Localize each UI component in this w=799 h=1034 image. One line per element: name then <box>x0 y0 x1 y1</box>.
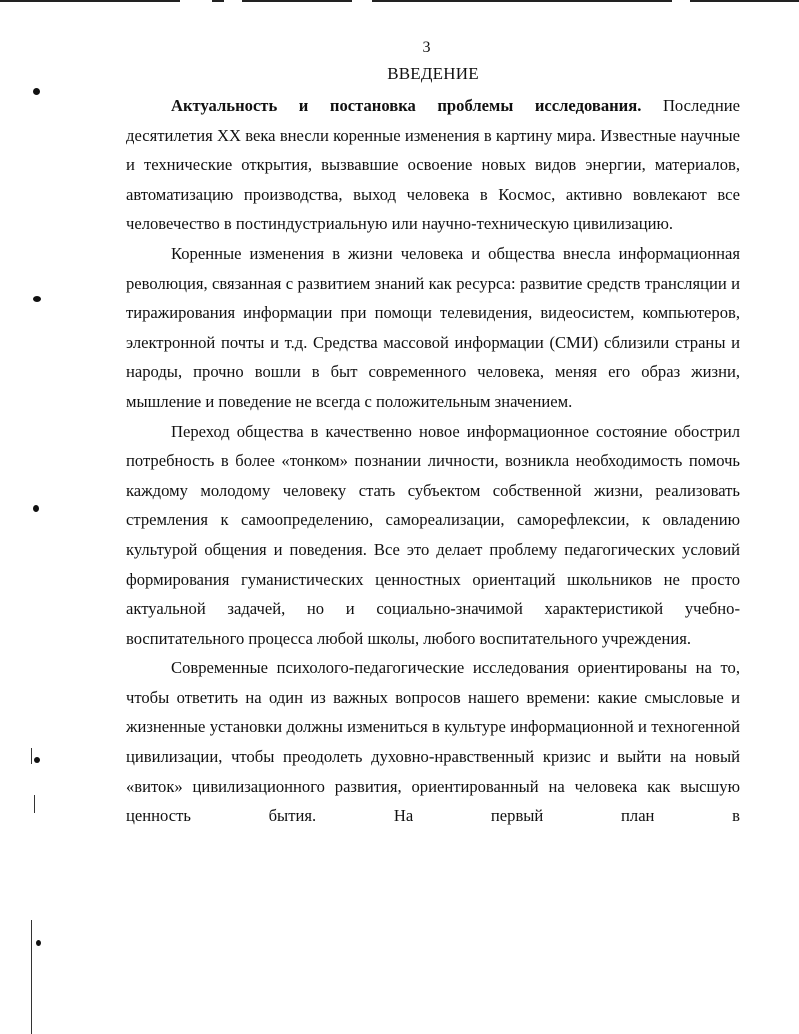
margin-scratch-line <box>31 920 32 1034</box>
paragraph-information-revolution: Коренные изменения в жизни человека и общества внесла информационная революция, связанная с развитием знаний как ресурса: развитие средств трансляции и тиражирования информации при помощи телевидения, видеосистем, компьютеров, электронной почты и т.д. Средства массовой информации (СМИ) сблизили страны и народы, прочно вошли в быт современного человека, меняя его образ жизни, мышление и поведение не всегда с положительным значением. <box>126 243 740 411</box>
paragraph-text: Последние десятилетия XX века внесли коренные изменения в картину мира. Известные научные и технические открытия, вызвавшие освоение новых видов энергии, материалов, автоматизацию производства, выход человека в Космос, активно вовлекают все человечество в постиндустриальную или научно-техническую цивилизацию. <box>126 96 740 234</box>
paragraph-modern-research: Современные психолого-педагогические исследования ориентированы на то, чтобы ответить на один из важных вопросов нашего времени: какие смысловые и жизненные установки должны измениться в культуре информационной и техногенной цивилизации, чтобы преодолеть духовно-нравственный кризис и выйти на новый «виток» цивилизационного развития, ориентированный на человека как высшую ценность бытия. На первый план в <box>126 658 740 826</box>
scan-top-rule <box>212 0 224 2</box>
scan-top-rule <box>690 0 799 2</box>
paragraph-relevance <box>126 91 740 239</box>
margin-scratch-line <box>31 748 32 764</box>
binding-hole-mark <box>33 88 40 95</box>
page-number: 3 <box>422 39 431 56</box>
section-heading: ВВЕДЕНИЕ <box>387 64 479 83</box>
margin-scratch-line <box>34 795 35 813</box>
paragraph-transition: Переход общества в качественно новое информационное состояние обострил потребность в более «тонком» познании личности, возникла необходимость помочь каждому молодому человеку стать субъектом собственной жизни, реализовать стремления к самоопределению, самореализации, саморефлексии, к овладению культурой общения и поведения. Все это делает проблему педагогических условий формирования гуманистических ценностных ориентаций школьников не просто актуальной задачей, но и социально-значимой характеристикой учебно-воспитательного процесса любой школы, любого воспитательного учреждения. <box>126 421 740 648</box>
binding-hole-mark <box>33 505 39 512</box>
binding-hole-mark <box>36 940 41 946</box>
scan-top-rule <box>0 0 180 2</box>
document-body <box>126 91 740 831</box>
scan-top-rule <box>242 0 352 2</box>
paragraph-lead-bold: Актуальность и постановка проблемы исследования. <box>171 96 642 115</box>
binding-hole-mark <box>33 296 41 302</box>
binding-hole-mark <box>34 757 40 763</box>
scan-top-rule <box>372 0 672 2</box>
